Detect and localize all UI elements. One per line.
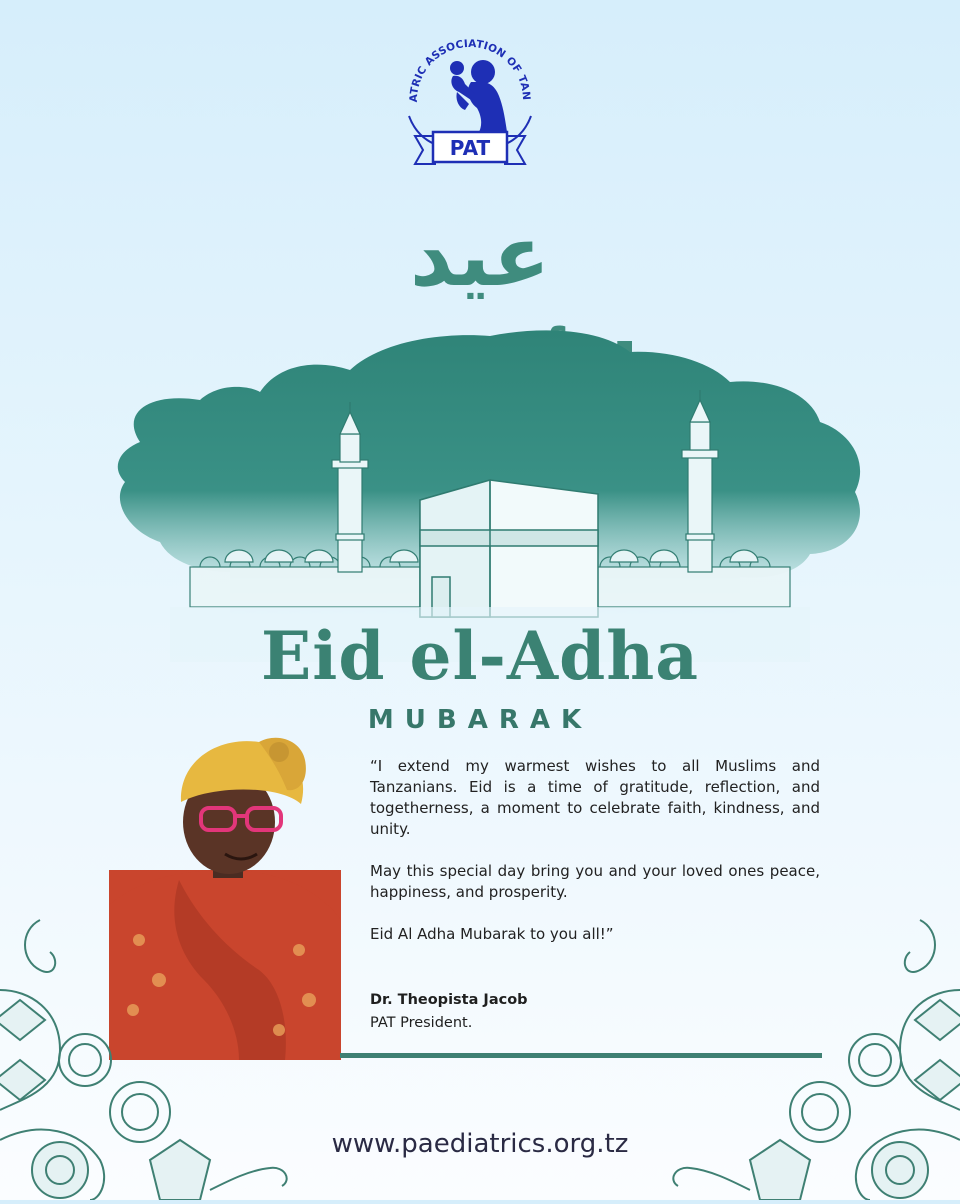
floral-ornament-right <box>660 900 960 1200</box>
pat-logo <box>395 20 545 172</box>
website-link[interactable]: www.paediatrics.org.tz <box>331 1129 629 1159</box>
mother-child-icon <box>450 60 507 132</box>
eid-title: Eid el-Adha <box>260 617 700 695</box>
mubarak-subtitle: MUBARAK <box>367 705 593 735</box>
signature-name: Dr. Theopista Jacob <box>370 992 528 1008</box>
logo-acronym: PAT <box>449 136 491 160</box>
kaaba <box>420 480 598 617</box>
arabic-calligraphy-title: عيد <box>409 207 551 305</box>
floral-ornament-left <box>0 900 300 1200</box>
logo-org-name: ATRIC ASSOCIATION OF TAN <box>407 37 533 103</box>
message-paragraph-1: “I extend my warmest wishes to all Muslims and Tanzanians. Eid is a time of gratitude, reflection, and togetherness, a moment to celebrate faith, kindness, and unity. <box>370 757 820 838</box>
message-paragraph-3: Eid Al Adha Mubarak to you all!” <box>370 925 614 943</box>
message-paragraph-2: May this special day bring you and your loved ones peace, happiness, and prosperity. <box>370 862 820 901</box>
signature-role: PAT President. <box>370 1015 473 1031</box>
